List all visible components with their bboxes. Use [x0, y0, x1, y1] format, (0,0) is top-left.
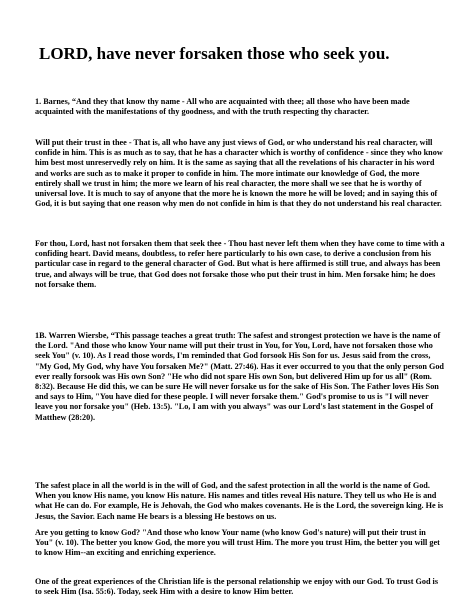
document-title: LORD, have never forsaken those who seek you. — [39, 44, 390, 63]
paragraph-great-experiences: One of the great experiences of the Christian life is the personal relationship we enjoy with our God. To trust God is to seek Him (Isa. 55:6). Today, seek Him with a desire to know Him better. — [35, 577, 439, 597]
paragraph-barnes-intro: 1. Barnes, “And they that know thy name - All who are acquainted with thee; all those who have been made acquainted with the manifestations of thy goodness, and with the truth respecting thy character. — [35, 97, 410, 117]
paragraph-wiersbe: 1B. Warren Wiersbe, “This passage teaches a great truth: The safest and strongest protection we have is the name of the Lord. "And those who know Your name will put their trust in You, for You, Lord, have not forsaken those who seek You" (v. 10). As I read those words, I'm reminded that God forsook His Son for us. Jesus said from the cross, "My God, My God, why have You forsaken Me?" (Matt. 27:46). Has it ever occurred to you that the only person God ever really forsook was His own Son? "He who did not spare His own Son, but delivered Him up for us all" (Rom. 8:32). Because He did this, we can be sure He will never forsake us for the sake of His Son. The Father loves His Son and says to Him, "You have died for these people. I will never forsake them." God's promise to us is "I will never leave you nor forsake you" (Heb. 13:5). "Lo, I am with you always" was our Lord's last statement in the Gospel of Matthew (28:20). — [35, 331, 444, 422]
paragraph-safest-place: The safest place in all the world is in the will of God, and the safest protection in all the world is the name of God. When you know His name, you know His nature. His names and titles reveal His nature. They tell us who He is and what He can do. For example, He is Jehovah, the God who makes covenants. He is the Lord, the sovereign king. He is Jesus, the Savior. Each name He bears is a blessing He bestows on us. — [35, 481, 444, 521]
paragraph-getting-to-know: Are you getting to know God? "And those who know Your name (who know God's nature) will put their trust in You" (v. 10). The better you know God, the more you will trust Him. The more you trust Him, the better you will get to know Him--an exciting and enriching experience. — [35, 528, 440, 558]
paragraph-trust-in-thee: Will put their trust in thee - That is, all who have any just views of God, or who understand his real character, will confide in him. This is as much as to say, that he has a character which is worthy of confidence - since they who know him best most unreservedly rely on him. It is the same as saying that all the revelations of his character in his word and works are such as to make it proper to confide in him. The more intimate our knowledge of God, the more entirely shall we trust in him; the more we learn of his real character, the more shall we see that he is worthy of universal love. It is much to say of anyone that the more he is known the more he will be loved; and in saying this of God, it is but saying that one reason why men do not confide in him is that they do not understand his real character. — [35, 138, 443, 209]
paragraph-not-forsaken: For thou, Lord, hast not forsaken them that seek thee - Thou hast never left them when they have come to time with a confiding heart. David means, doubtless, to refer here particularly to his own case, to derive a conclusion from his particular case in regard to the general character of God. But what is here affirmed is still true, and always has been true, and always will be true, that God does not forsake those who put their trust in him. Men forsake him; he does not forsake them. — [35, 239, 445, 289]
